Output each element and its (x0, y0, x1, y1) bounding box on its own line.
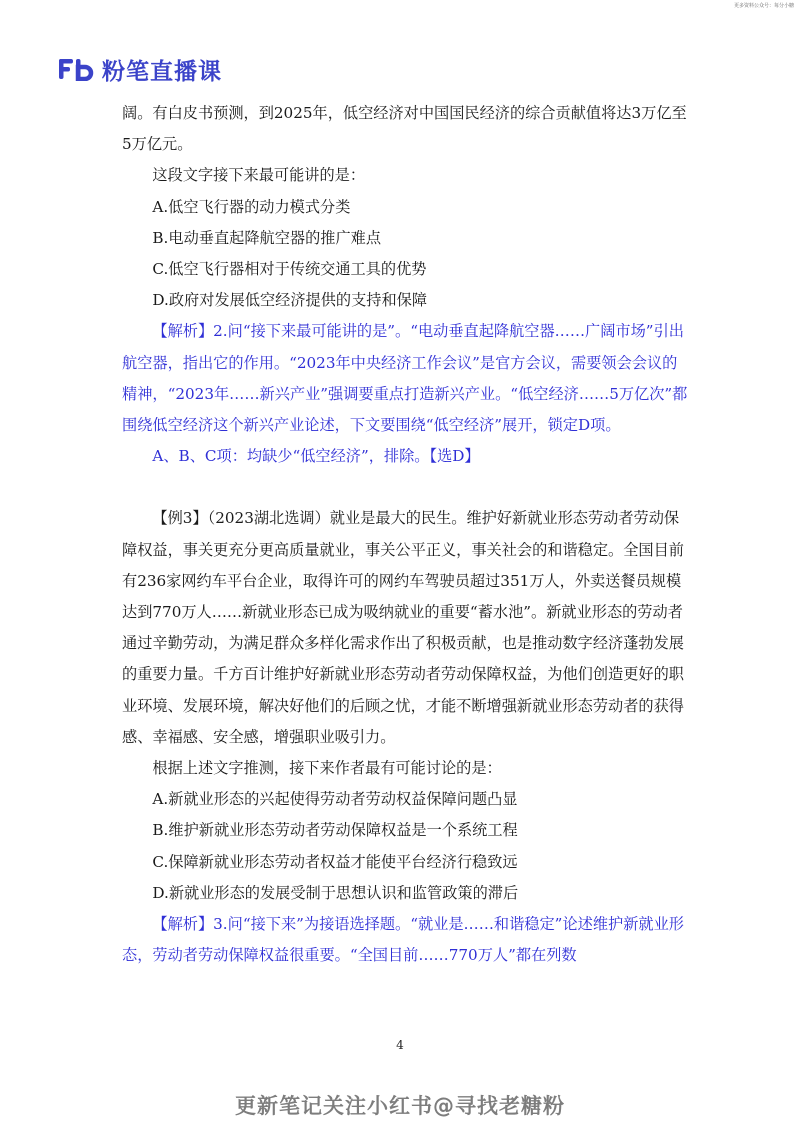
q3-option-d: D.新就业形态的发展受制于思想认识和监管政策的滞后 (152, 883, 519, 902)
fenbi-logo-icon (58, 57, 94, 81)
q3-prompt: 根据上述文字推测，接下来作者最有可能讨论的是： (152, 759, 502, 778)
top-note: 更多资料公众号：每分小糖 (733, 3, 794, 9)
footer-watermark: 更新笔记关注小红书@寻找老糖粉 (235, 1094, 565, 1118)
q2-prompt: 这段文字接下来最可能讲的是： (152, 166, 366, 185)
q2-option-c: C.低空飞行器相对于传统交通工具的优势 (152, 260, 427, 279)
brand-name: 粉笔直播课 (102, 58, 222, 85)
q2-option-a: A.低空飞行器的动力模式分类 (152, 197, 351, 216)
q2-option-b: B.电动垂直起降航空器的推广难点 (152, 228, 382, 247)
page-number: 4 (396, 1038, 404, 1052)
q2-option-d: D.政府对发展低空经济提供的支持和保障 (152, 291, 428, 310)
section-gap (122, 472, 692, 503)
q3-option-b: B.维护新就业形态劳动者劳动保障权益是一个系统工程 (152, 821, 518, 840)
q3-option-a: A.新就业形态的兴起使得劳动者劳动权益保障问题凸显 (152, 790, 518, 809)
q3-option-c: C.保障新就业形态劳动者权益才能使平台经济行稳致远 (152, 852, 518, 871)
q3-passage: 【例3】（2023湖北选调）就业是最大的民生。维护好新就业形态劳动者劳动保障权益，事关更充分更高质量就业，事关公平正义，事关社会的和谐稳定。全国目前有236家网约车平台企业，取得许可的网约车驾驶员超过351万人，外卖送餐员规模达到770万人……新就业形态已成为吸纳就业的重要“蓄水池”。新就业形态的劳动者通过辛勤劳动，为满足群众多样化需求作出了积极贡献，也是推动数字经济蓬勃发展的重要力量。千方百计维护好新就业形态劳动者劳动保障权益，为他们创造更好的职业环境、发展环境，解决好他们的后顾之忧，才能不断增强新就业形态劳动者的获得感、幸福感、安全感，增强职业吸引力。 (122, 509, 684, 746)
q2-elimination: A、B、C项：均缺少“低空经济”，排除。【选D】 (152, 447, 480, 466)
document-body (122, 98, 692, 971)
q3-analysis: 【解析】3.问“接下来”为接语选择题。“就业是……和谐稳定”论述维护新就业形态，劳动者劳动保障权益很重要。“全国目前……770万人”都在列数 (122, 915, 684, 965)
continuation-paragraph: 阔。有白皮书预测，到2025年，低空经济对中国国民经济的综合贡献值将达3万亿至5万亿元。 (122, 104, 687, 154)
q2-analysis: 【解析】2.问“接下来最可能讲的是”。“电动垂直起降航空器……广阔市场”引出航空器，指出它的作用。“2023年中央经济工作会议”是官方会议，需要领会会议的精神，“2023年……新兴产业”强调要重点打造新兴产业。“低空经济……5万亿次”都围绕低空经济这个新兴产业论述，下文要围绕“低空经济”展开，锁定D项。 (122, 322, 688, 435)
brand-logo (58, 54, 222, 84)
